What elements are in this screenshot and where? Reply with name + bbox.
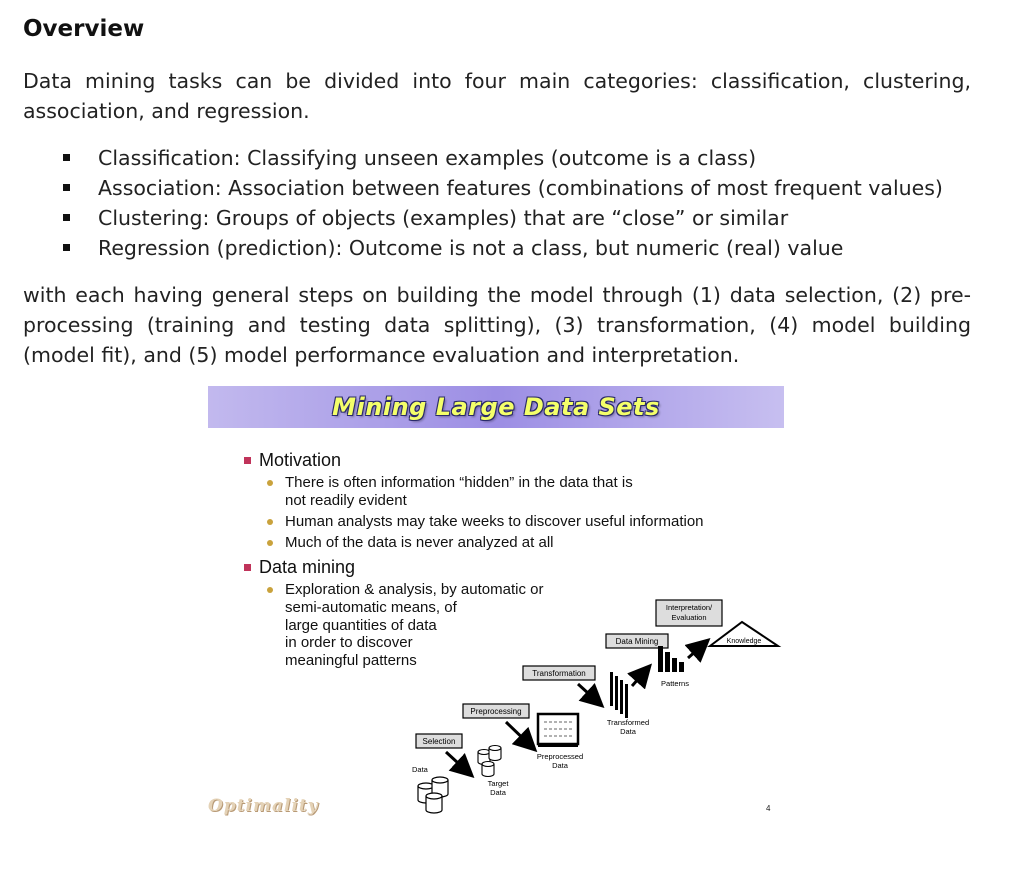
square-bullet-icon [63,184,70,191]
arrow-icon [632,668,648,686]
evaluation-label: Evaluation [671,613,707,622]
target-data-label: Data [490,788,506,797]
patterns-bar-icon [658,646,684,672]
list-item: Association: Association between features (combinations of most frequent values) [63,173,943,203]
transformed-label: Transformed [606,718,650,727]
preprocessed-label: Preprocessed [536,752,584,761]
datamining-line: Exploration & analysis, by automatic or [285,581,544,598]
datamining-line: meaningful patterns [285,652,417,669]
steps-paragraph: with each having general steps on building the model through (1) data selection, (2) pre-processing (training and testing data splitting), (3) transformation, (4) model building (model fit), and (5) model performance evaluation and interpretation. [23,283,971,367]
datamining-line: in order to discover [285,634,413,651]
list-item: Clustering: Groups of objects (examples) that are “close” or similar [63,203,943,233]
knowledge-label: Knowledge [726,638,762,645]
square-bullet-icon [63,214,70,221]
square-bullet-icon [244,457,251,464]
arrow-icon [506,722,533,748]
motivation-point-cont: not readily evident [285,492,407,509]
transformed-data-label: Data [620,727,636,736]
motivation-label: Motivation [259,450,342,470]
motivation-point: Human analysts may take weeks to discover useful information [285,513,704,530]
datamining-line: large quantities of data [285,617,437,634]
round-bullet-icon [267,587,273,593]
patterns-label: Patterns [661,679,689,688]
database-icon [418,777,448,813]
category-list [63,143,943,263]
table-screen-icon [538,714,578,747]
square-bullet-icon [63,154,70,161]
slide-title: Mining Large Data Sets [332,393,660,421]
round-bullet-icon [267,540,273,546]
preprocessed-data-label: Data [552,761,568,770]
slide-title-banner [208,386,784,428]
list-item: Classification: Classifying unseen examples (outcome is a class) [63,143,943,173]
square-bullet-icon [244,564,251,571]
round-bullet-icon [267,519,273,525]
arrow-icon [446,752,470,774]
optimality-logo: Optimality [208,796,319,816]
square-bullet-icon [63,244,70,251]
arrow-icon [688,642,706,658]
motivation-point: There is often information “hidden” in the data that is [285,474,633,491]
section-heading: Overview [23,16,145,42]
preprocessing-label: Preprocessing [470,707,522,716]
interpretation-label: Interpretation/ [665,603,713,612]
list-item: Regression (prediction): Outcome is not a class, but numeric (real) value [63,233,943,263]
transformation-label: Transformation [532,669,586,678]
motivation-point: Much of the data is never analyzed at all [285,534,554,551]
round-bullet-icon [267,480,273,486]
stacked-sheets-icon [610,672,628,718]
data-mining-label: Data Mining [615,637,659,646]
database-icon [478,746,501,777]
data-label: Data [412,765,428,774]
intro-paragraph: Data mining tasks can be divided into four main categories: classification, clustering, association, and regression. [23,69,971,123]
datamining-line: semi-automatic means, of [285,599,457,616]
datamining-label: Data mining [259,557,356,577]
arrow-icon [578,684,600,704]
kdd-process-diagram [388,586,784,821]
slide-page-number: 4 [766,804,771,813]
selection-label: Selection [422,737,456,746]
embedded-slide-image [208,386,784,826]
target-label: Target [487,779,509,788]
